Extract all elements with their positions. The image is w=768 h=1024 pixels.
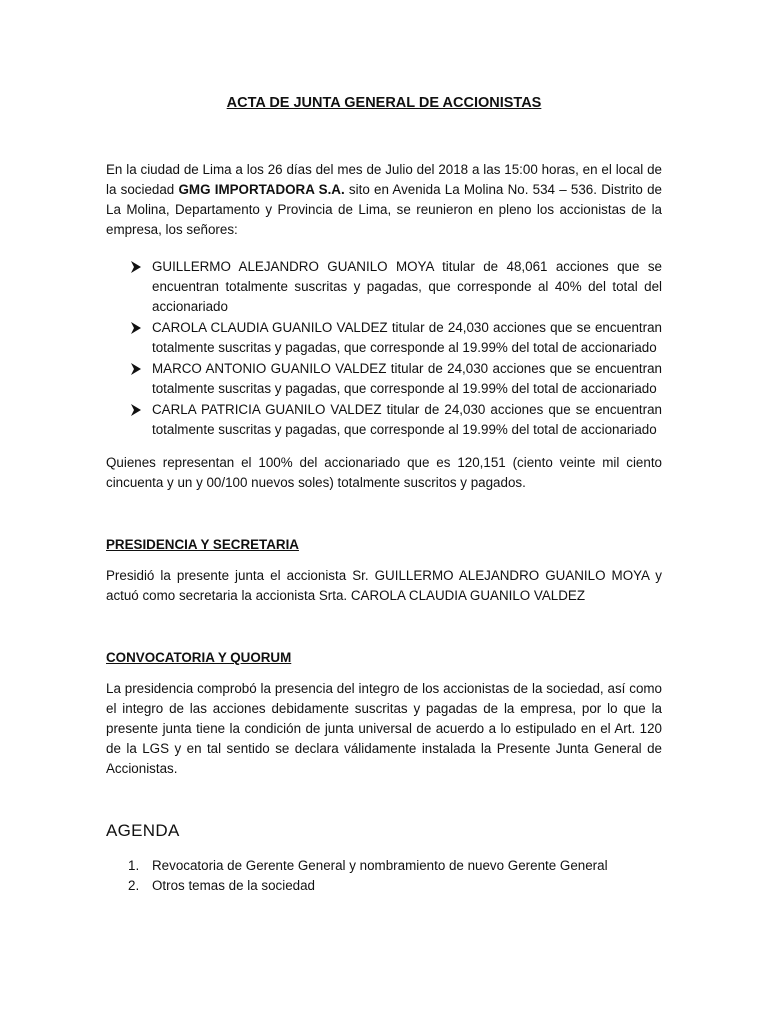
shareholder-list — [106, 257, 662, 441]
agenda-item-text: Revocatoria de Gerente General y nombramiento de nuevo Gerente General — [152, 858, 608, 873]
shareholder-text: CAROLA CLAUDIA GUANILO VALDEZ titular de 24,030 acciones que se encuentran totalmente suscritas y pagadas, que corresponde al 19.99% del total de accionariado — [152, 320, 662, 355]
arrow-bullet-icon — [130, 321, 142, 335]
intro-paragraph — [106, 160, 662, 240]
agenda-heading: AGENDA — [106, 821, 180, 840]
intro-text-end: sito en Avenida La Molina No. 534 – 536. Distrito de La Molina, Departamento y Provincia de Lima, se reunieron en pleno los accionistas de la empresa, los señores: — [106, 182, 663, 237]
shareholder-text: CARLA PATRICIA GUANILO VALDEZ titular de 24,030 acciones que se encuentran totalmente suscritas y pagadas, que corresponde al 19.99% del total de accionariado — [152, 402, 662, 437]
agenda-item-number: 2. — [128, 878, 140, 893]
presidency-heading: PRESIDENCIA Y SECRETARIA — [106, 537, 299, 552]
agenda-item-text: Otros temas de la sociedad — [152, 878, 316, 893]
agenda-item — [106, 876, 662, 896]
summary-paragraph: Quienes representan el 100% del accionariado que es 120,151 (ciento veinte mil ciento cincuenta y un y 00/100 nuevos soles) totalmente suscritos y pagados. — [106, 455, 662, 490]
shareholder-text: GUILLERMO ALEJANDRO GUANILO MOYA titular de 48,061 acciones que se encuentran totalmente suscritas y pagadas, que corresponde al 40% del total del accionariado — [152, 259, 662, 314]
agenda-list — [106, 856, 662, 896]
shareholder-item — [106, 400, 662, 440]
quorum-paragraph: La presidencia comprobó la presencia del integro de los accionistas de la sociedad, así como el integro de las acciones debidamente suscritas y pagadas de la empresa, por lo que la presente junta tiene la condición de junta universal de acuerdo a lo estipulado en el Art. 120 de la LGS y en tal sentido se declara válidamente instalada la Presente Junta General de Accionistas. — [106, 681, 662, 776]
agenda-item — [106, 856, 662, 876]
agenda-item-number: 1. — [128, 858, 140, 873]
document-title: ACTA DE JUNTA GENERAL DE ACCIONISTAS — [226, 95, 542, 111]
shareholder-item — [106, 359, 662, 399]
intro-text-start: En la ciudad de Lima a los 26 días del mes de Julio del 2018 a las 15:00 horas, en el local de la sociedad — [106, 162, 662, 197]
arrow-bullet-icon — [130, 362, 142, 376]
company-name: GMG IMPORTADORA S.A. — [178, 182, 345, 197]
shareholder-item — [106, 257, 662, 317]
shareholder-text: MARCO ANTONIO GUANILO VALDEZ titular de 24,030 acciones que se encuentran totalmente suscritas y pagadas, que corresponde al 19.99% del total de accionariado — [152, 361, 662, 396]
arrow-bullet-icon — [130, 260, 142, 274]
arrow-bullet-icon — [130, 403, 142, 417]
presidency-paragraph: Presidió la presente junta el accionista Sr. GUILLERMO ALEJANDRO GUANILO MOYA y actuó como secretaria la accionista Srta. CAROLA CLAUDIA GUANILO VALDEZ — [106, 568, 662, 603]
quorum-heading: CONVOCATORIA Y QUORUM — [106, 650, 292, 665]
shareholder-item — [106, 318, 662, 358]
